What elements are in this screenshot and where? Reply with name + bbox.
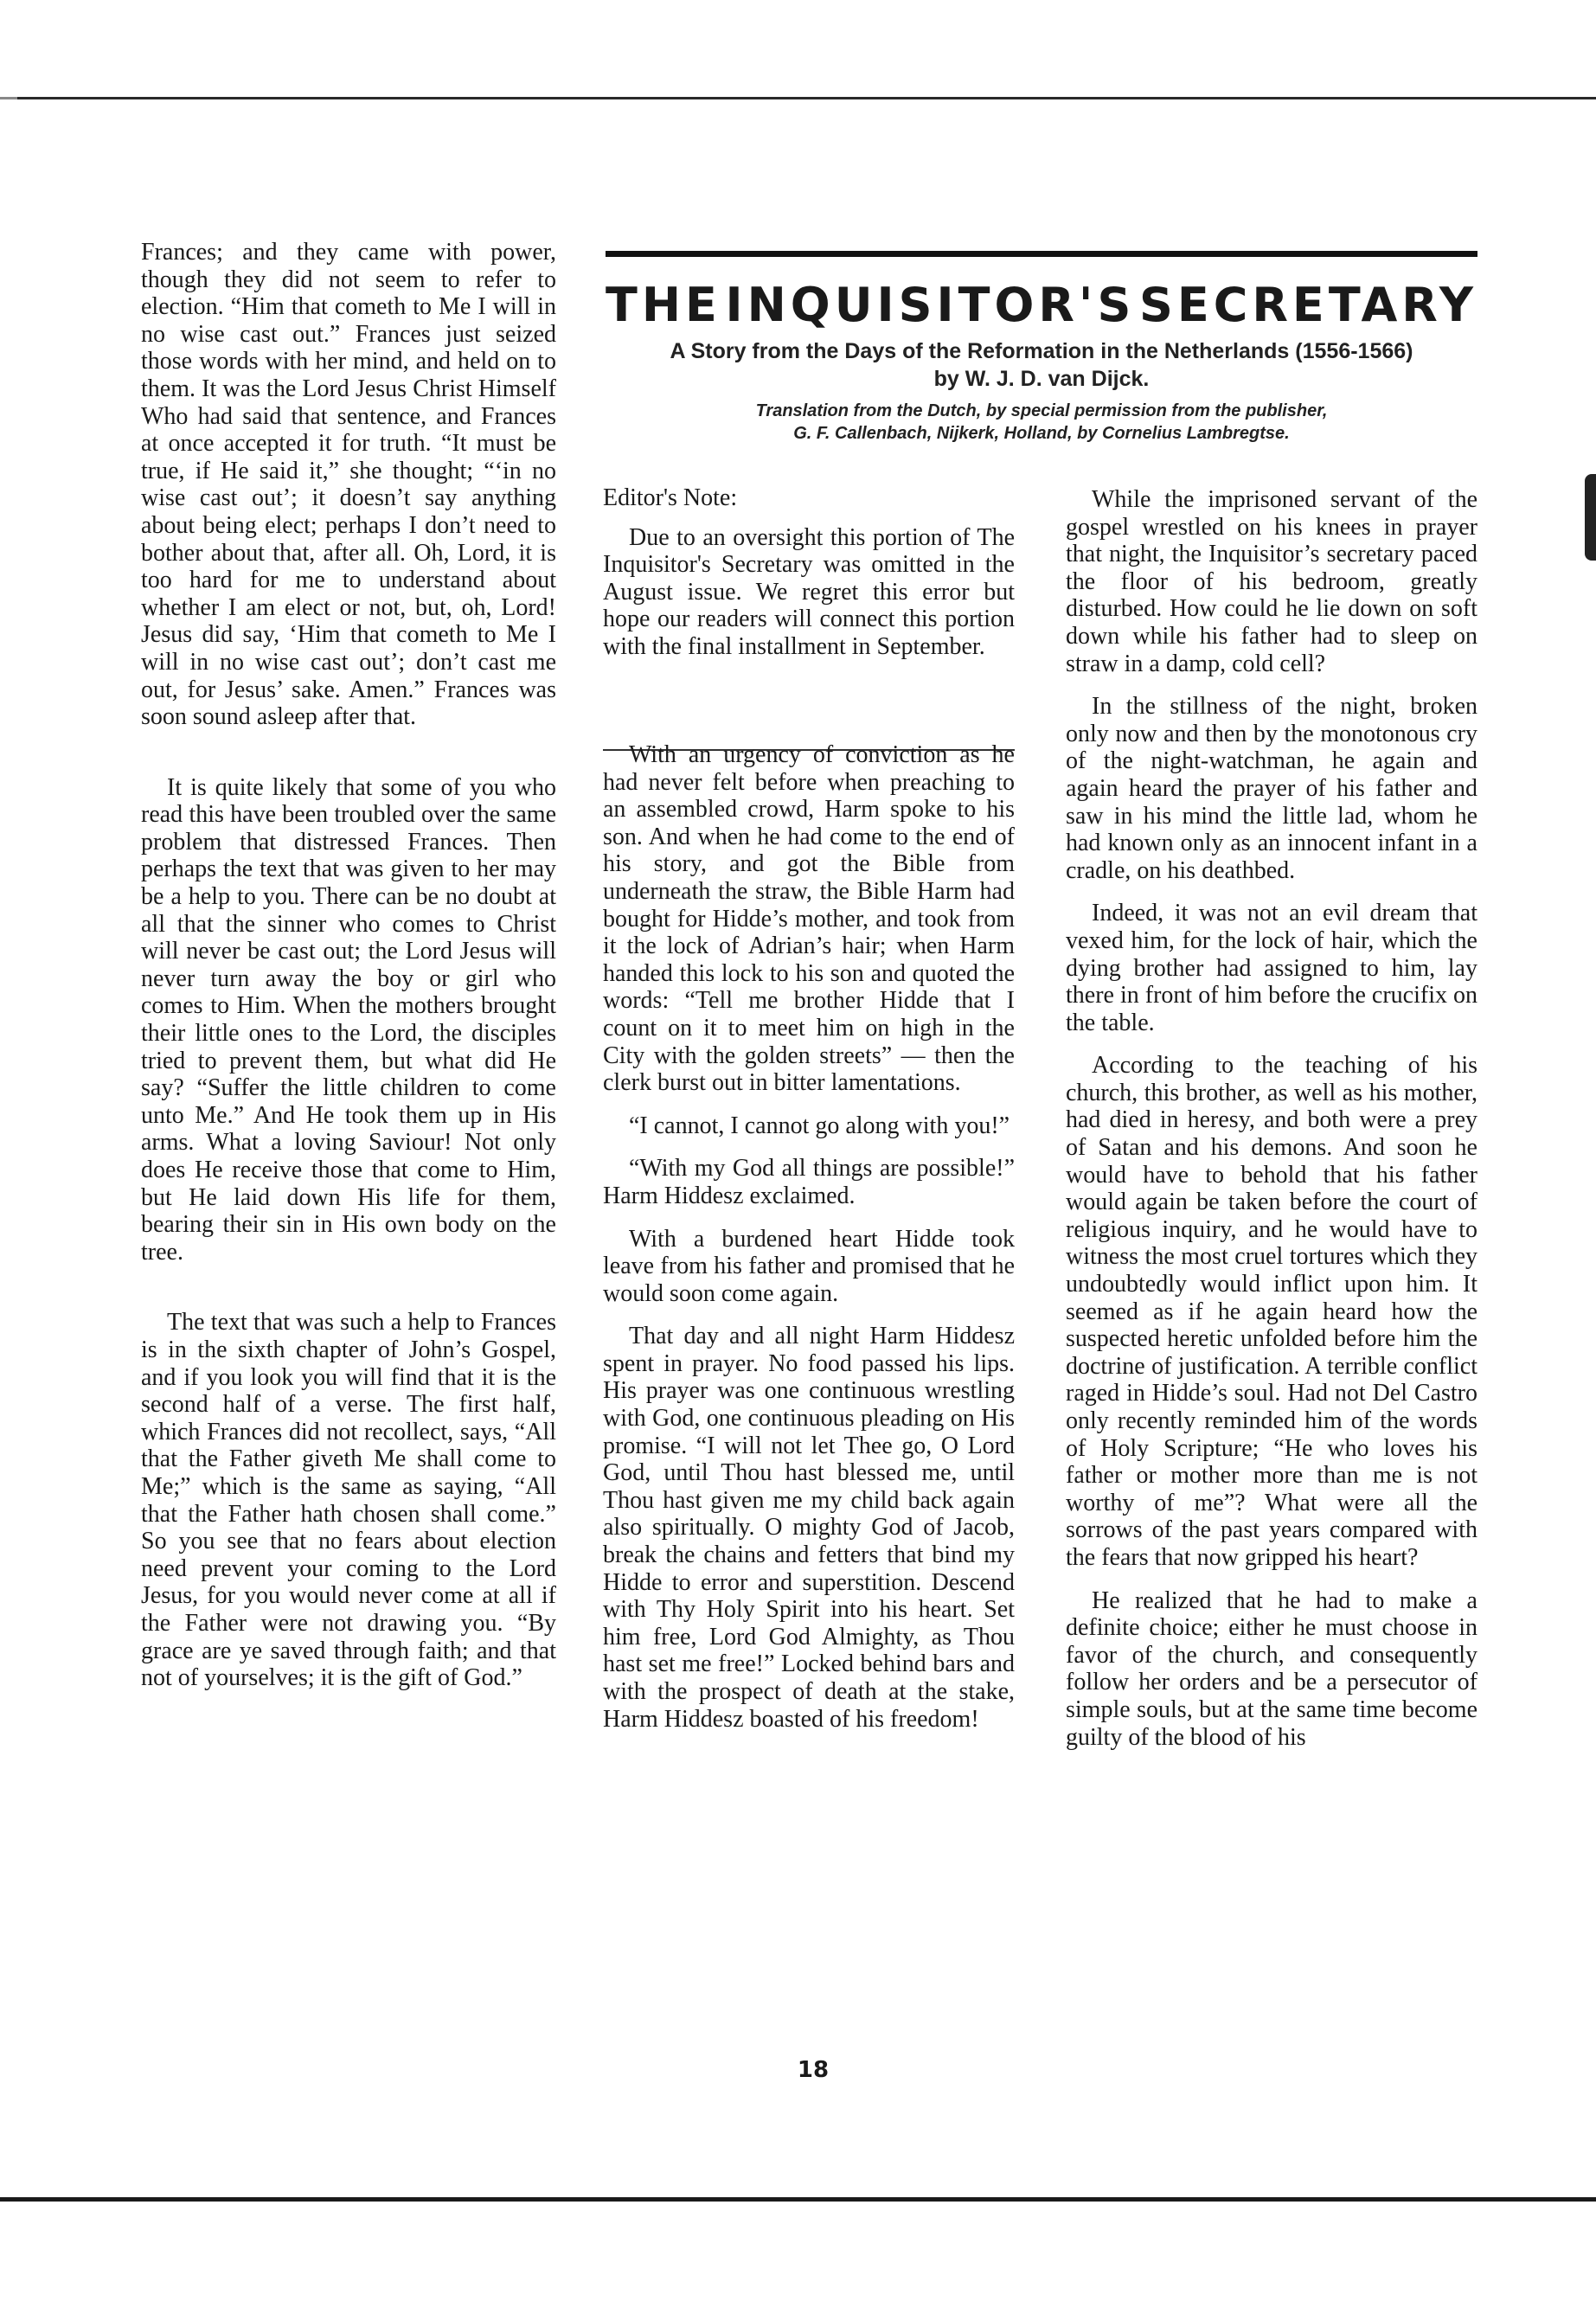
paragraph: “With my God all things are possible!” Harm Hiddesz exclaimed. (603, 1155, 1015, 1209)
title-rule (606, 251, 1477, 257)
article-subtitle (606, 337, 1477, 393)
subtitle-line: A Story from the Days of the Reformation in the Netherlands (1556-1566) (670, 339, 1413, 363)
paragraph: It is quite likely that some of you who read this have been troubled over the same problem that distressed Frances. Then perhaps the text that was given to her may be a help to you. There can be no doubt at all that the sinner who comes to Christ will never be cast out; the Lord Jesus will never turn away the boy or girl who comes to Him. When the mothers brought their little ones to the Lord, the disciples tried to prevent them, but what did He say? “Suffer the little children to come unto Me.” And He took them up in His arms. What a loving Saviour! Not only does He receive those that come to Him, but He laid down His life for them, bearing their sin in His own body on the tree. (141, 773, 556, 1266)
paragraph: That day and all night Harm Hiddesz spent in prayer. No food passed his lips. His prayer was one continuous wrestling with God, one continuous pleading on His promise. “I will not let Thee go, O Lord God, until Thou hast blessed me, until Thou hast given me my child back again also spiritually. O mighty God of Jacob, break the chains and fetters that bind my Hidde to error and superstition. Descend with Thy Holy Spirit into his heart. Set him free, Lord God Almighty, as Thou hast set me free!” Locked behind bars and with the prospect of death at the stake, Harm Hiddesz boasted of his freedom! (603, 1323, 1015, 1733)
translation-line: G. F. Callenbach, Nijkerk, Holland, by Cornelius Lambregtse. (793, 424, 1290, 443)
paragraph: “I cannot, I cannot go along with you!” (629, 1112, 1010, 1139)
editor-note (603, 484, 1015, 661)
scan-bottom-edge (0, 2197, 1596, 2202)
binding-mark (1585, 474, 1596, 561)
paragraph: The text that was such a help to Frances is in the sixth chapter of John’s Gospel, and if you look you will find that it is the second half of a verse. The first half, which Frances did not recollect, says, “All that the Father giveth Me shall come to Me;” which is the same as saying, “All that the Father hath chosen shall come.” So you see that no fears about election need prevent your coming to the Lord Jesus, for you would never come at all if the Father were not drawing you. “By grace are ye saved through faith; and that not of yourselves; it is the gift of God.” (141, 1309, 556, 1692)
translation-line: Translation from the Dutch, by special permission from the publisher, (755, 401, 1328, 420)
title-word: SECRETARY (1138, 278, 1477, 332)
translation-credit (606, 400, 1477, 445)
editor-note-text: Due to an oversight this portion of The Inquisitor's Secretary was omitted in the August issue. We regret this error but hope our readers will connect this portion with the final installment in September. (603, 523, 1015, 660)
editor-note-label: Editor's Note: (603, 484, 738, 511)
scan-corner-mark (0, 97, 17, 99)
column-middle (603, 741, 1015, 1733)
title-word: THE (606, 278, 721, 332)
paragraph: Indeed, it was not an evil dream that vexed him, for the lock of hair, which the dying brother had assigned to him, lay there in front of him before the crucifix on the table. (1066, 900, 1477, 1036)
byline: by W. J. D. van Dijck. (933, 367, 1150, 391)
article-title (606, 275, 1477, 336)
column-right (1066, 486, 1477, 1751)
column-left (141, 239, 556, 1692)
paragraph: With an urgency of conviction as he had never felt before when preaching to an assembled crowd, Harm spoke to his son. And when he had come to the end of his story, and got the Bible from underneath the straw, the Bible Harm had bought for Hidde’s mother, and took from it the lock of Adrian’s hair; when Harm handed this lock to his son and quoted the words: “Tell me brother Hidde that I count on it to meet him on high in the City with the golden streets” — then the clerk burst out in bitter lamentations. (603, 741, 1015, 1097)
scan-top-edge (17, 97, 1596, 99)
paragraph: While the imprisoned servant of the gospel wrestled on his knees in prayer that night, the Inquisitor’s secretary paced the floor of his bedroom, greatly disturbed. How could he lie down on soft down while his father had to sleep on straw in a damp, cold cell? (1066, 486, 1477, 677)
paragraph: Frances; and they came with power, though they did not seem to refer to election. “Him that cometh to Me I will in no wise cast out.” Frances just seized those words with her mind, and held on to them. It was the Lord Jesus Christ Himself Who had said that sentence, and Frances at once accepted it for truth. “It must be true, if He said it,” she thought; “‘in no wise cast out’; it doesn’t say anything about being elect; perhaps I don’t need to bother about that, after all. Oh, Lord, it is too hard for me to understand about whether I am elect or not, but, oh, Lord! Jesus did say, ‘Him that cometh to Me I will in no wise cast out’; don’t cast me out, for Jesus’ sake. Amen.” Frances was soon sound asleep after that. (141, 239, 556, 731)
paragraph: He realized that he had to make a definite choice; either he must choose in favor of the church, and consequently follow her orders and be a persecutor of simple souls, but at the same time become guilty of the blood of his (1066, 1586, 1477, 1751)
title-word: INQUISITOR'S (725, 278, 1136, 332)
paragraph: In the stillness of the night, broken only now and then by the monotonous cry of the night-watchman, he again and again heard the prayer of his father and saw in his mind the little lad, whom he had known only as an innocent infant in a cradle, on his deathbed. (1066, 693, 1477, 884)
paragraph: With a burdened heart Hidde took leave from his father and promised that he would soon come again. (603, 1225, 1015, 1307)
page-number: 18 (797, 2057, 830, 2083)
paragraph: According to the teaching of his church, this brother, as well as his mother, had died in heresy, and both were a prey of Satan and his demons. And soon he would have to behold that his father would again be taken before the court of religious inquiry, and he would have to witness the most cruel tortures which they undoubtedly would inflict upon him. It seemed as if he again heard how the suspected heretic unfolded before him the doctrine of justification. A terrible conflict raged in Hidde’s soul. Had not Del Castro only recently reminded him of the words of Holy Scripture; “He who loves his father or mother more than me is not worthy of me”? What were all the sorrows of the past years compared with the fears that now gripped his heart? (1066, 1052, 1477, 1571)
